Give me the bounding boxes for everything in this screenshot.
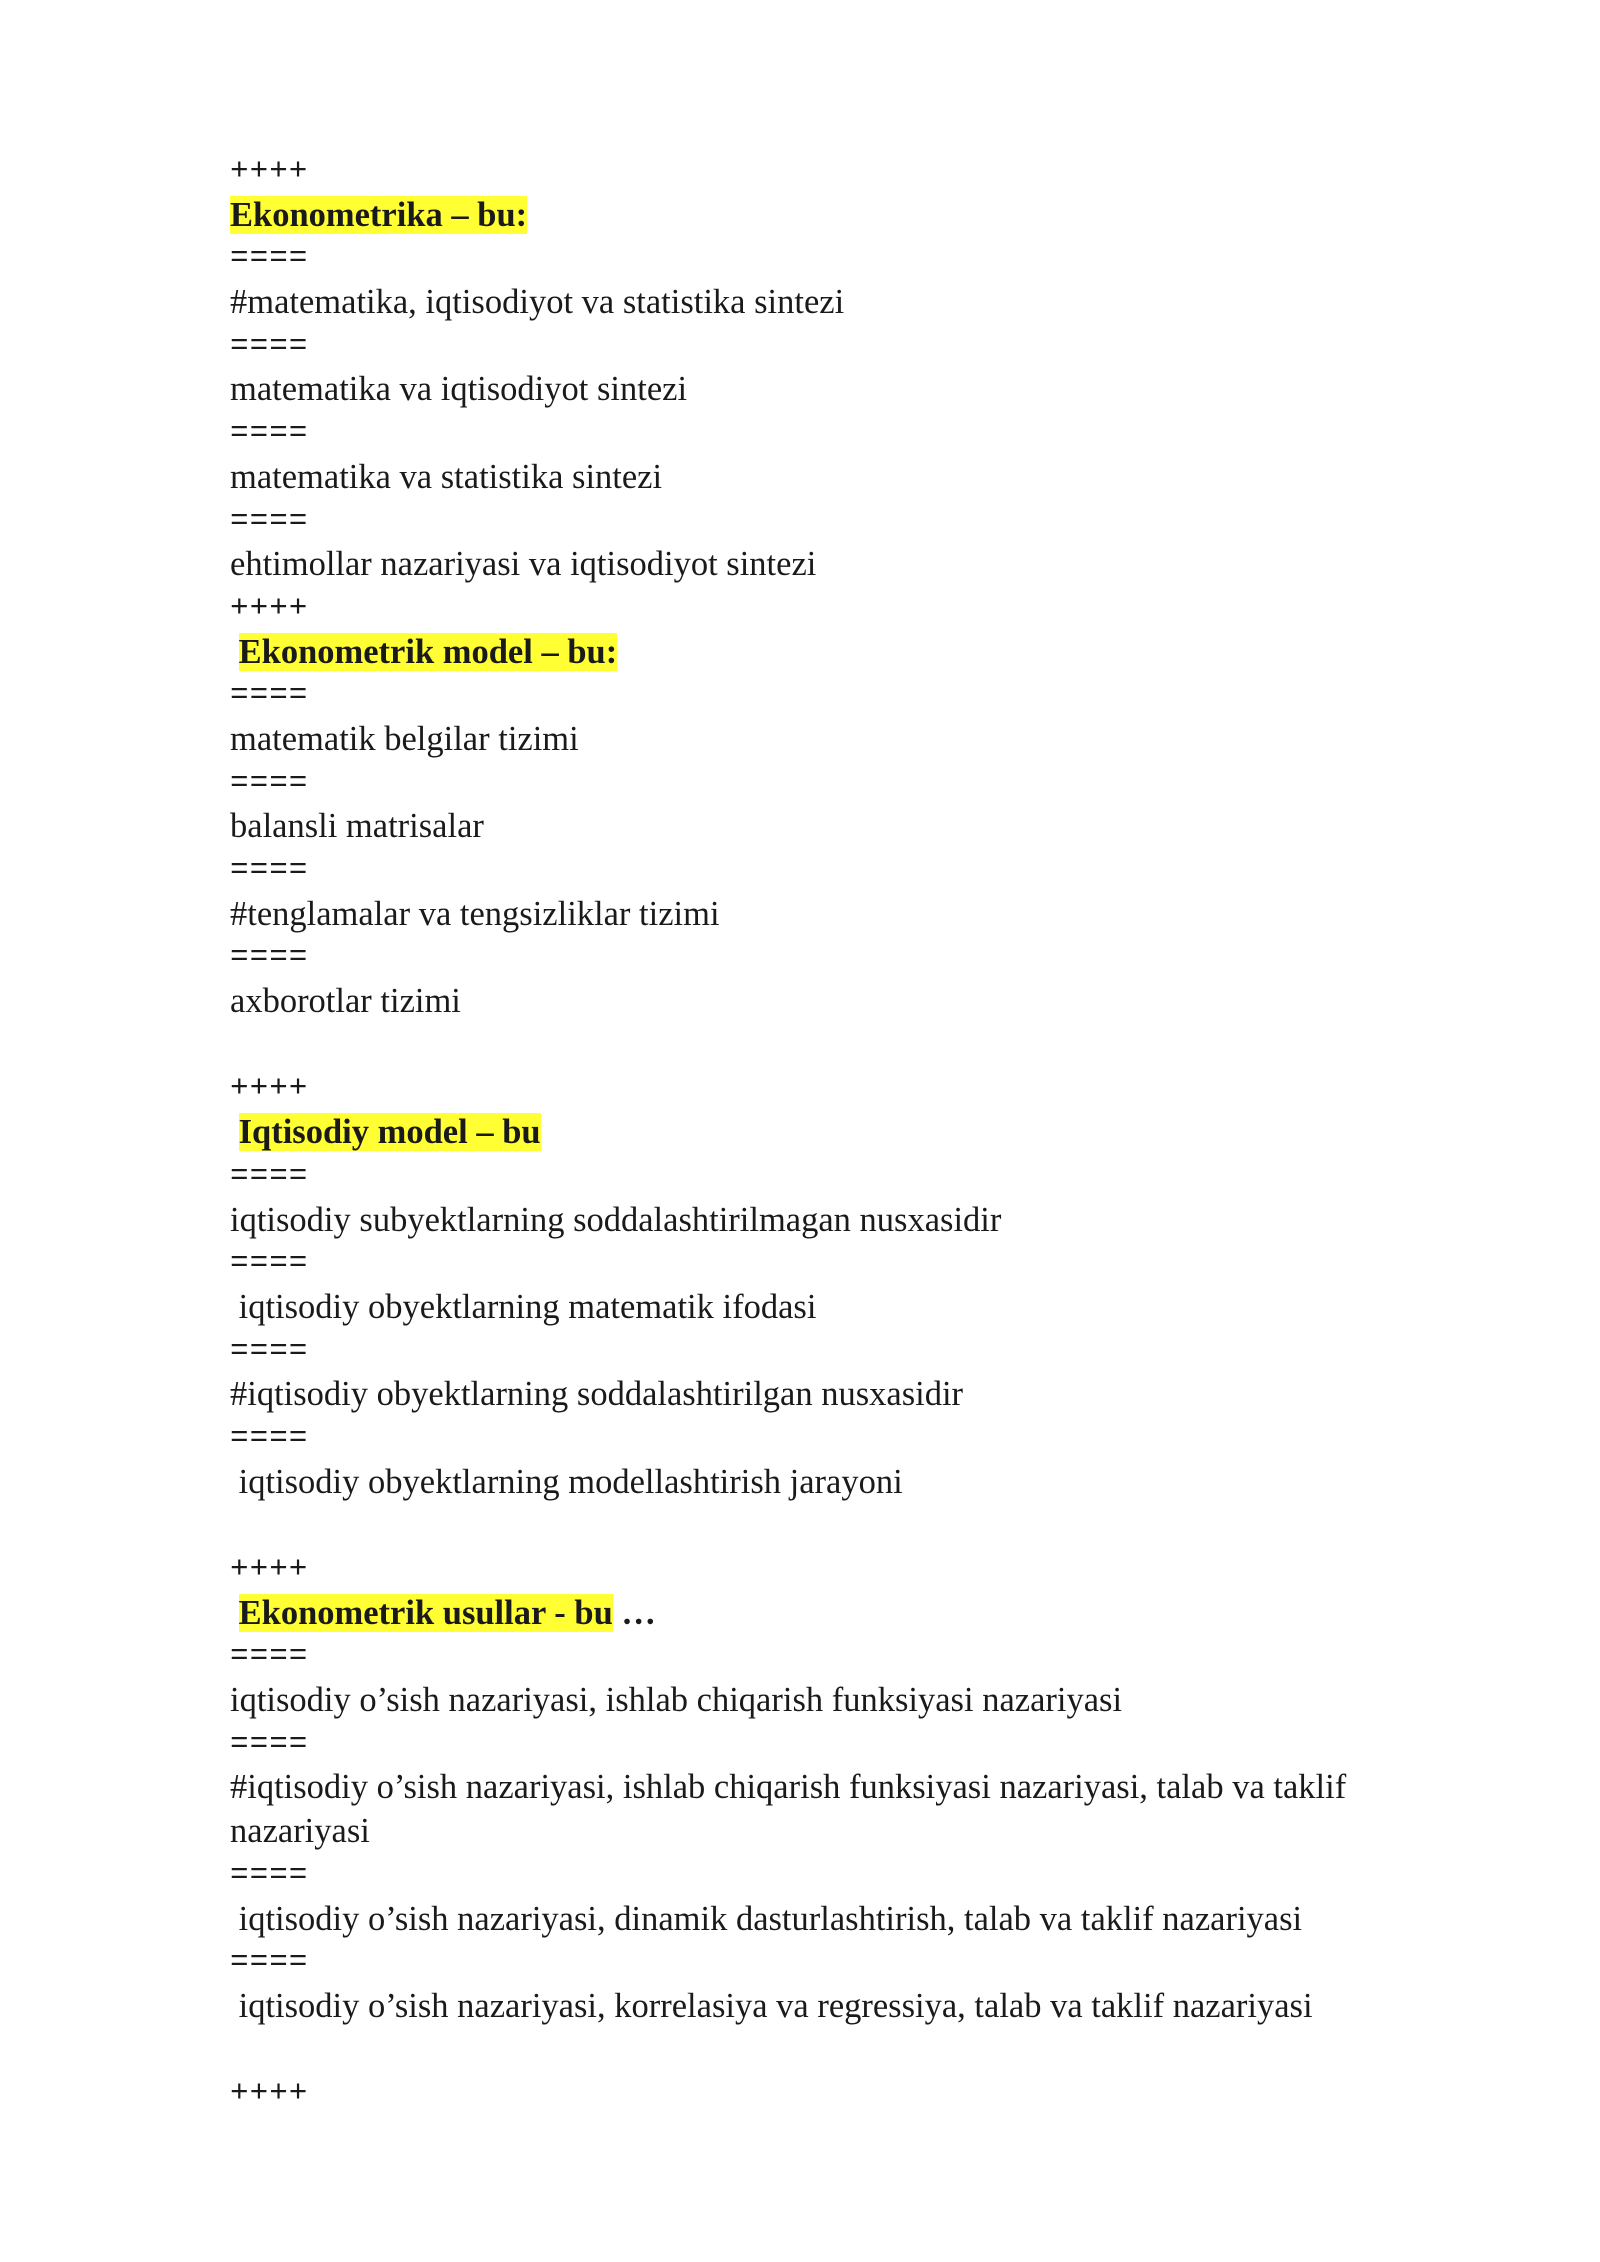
question-title: Ekonometrik usullar - bu	[238, 1593, 613, 1632]
answer-option: iqtisodiy o’sish nazariyasi, korrelasiya va regressiya, talab va taklif nazariyasi	[230, 1986, 1313, 2025]
question-prefix	[230, 633, 239, 671]
question-block	[230, 1548, 1480, 2029]
option-separator: ====	[230, 416, 309, 452]
option-separator: ====	[230, 765, 309, 801]
blank-line	[230, 1024, 1480, 1068]
option-separator: ====	[230, 853, 309, 888]
option-separator: ====	[230, 1945, 309, 1981]
option-separator: ====	[230, 503, 309, 539]
question-block	[230, 587, 1480, 1024]
blank-line	[230, 1504, 1480, 1548]
option-separator: ====	[230, 1857, 309, 1893]
question-suffix: …	[612, 1593, 656, 1632]
answer-option: matematika va iqtisodiyot sintezi	[230, 370, 688, 409]
question-title-line	[230, 1111, 1480, 1155]
option-separator: ====	[230, 678, 309, 714]
answer-option: #iqtisodiy obyektlarning soddalashtirilgan nusxasidir	[230, 1375, 964, 1414]
question-title: Ekonometrika – bu:	[230, 195, 528, 234]
answer-option: balansli matrisalar	[230, 807, 484, 846]
answer-option: #iqtisodiy o’sish nazariyasi, ishlab chiqarish funksiyasi nazariyasi, talab va taklif nazariyasi	[230, 1768, 1355, 1851]
question-block	[230, 150, 1480, 587]
question-block	[230, 1067, 1480, 1504]
question-marker: ++++	[230, 590, 309, 626]
question-title-line	[230, 1592, 1480, 1636]
question-marker: ++++	[230, 154, 309, 189]
option-separator: ====	[230, 1333, 309, 1369]
end-marker: ++++	[230, 2076, 309, 2112]
option-separator: ====	[230, 1639, 309, 1675]
option-separator: ====	[230, 1158, 309, 1194]
question-prefix	[230, 1113, 239, 1151]
option-separator: ====	[230, 1420, 309, 1456]
answer-option: iqtisodiy subyektlarning soddalashtirilmagan nusxasidir	[230, 1200, 1002, 1239]
answer-option: iqtisodiy o’sish nazariyasi, dinamik dasturlashtirish, talab va taklif nazariyasi	[230, 1899, 1303, 1938]
answer-option: axborotlar tizimi	[230, 982, 461, 1021]
answer-option: iqtisodiy obyektlarning matematik ifodasi	[230, 1287, 817, 1326]
question-title: Ekonometrik model – bu:	[238, 632, 618, 671]
document-page	[230, 150, 1480, 2116]
option-separator: ====	[230, 241, 309, 277]
option-separator: ====	[230, 1726, 309, 1762]
option-separator: ====	[230, 328, 309, 364]
question-title-line	[230, 194, 1480, 238]
answer-option: #tenglamalar va tengsizliklar tizimi	[230, 894, 720, 933]
option-separator: ====	[230, 1246, 309, 1282]
answer-option: ehtimollar nazariyasi va iqtisodiyot sintezi	[230, 545, 817, 584]
question-title: Iqtisodiy model – bu	[238, 1113, 541, 1152]
question-title-line	[230, 631, 1480, 675]
answer-option: iqtisodiy o’sish nazariyasi, ishlab chiqarish funksiyasi nazariyasi	[230, 1681, 1123, 1720]
answer-option: #matematika, iqtisodiyot va statistika sintezi	[230, 283, 845, 322]
question-prefix	[230, 1594, 239, 1632]
answer-option: iqtisodiy obyektlarning modellashtirish jarayoni	[230, 1462, 903, 1501]
question-marker: ++++	[230, 1071, 309, 1107]
answer-option: matematik belgilar tizimi	[230, 719, 579, 758]
blank-line	[230, 2029, 1480, 2073]
question-marker: ++++	[230, 1552, 309, 1587]
answer-option: matematika va statistika sintezi	[230, 457, 663, 496]
option-separator: ====	[230, 940, 309, 976]
